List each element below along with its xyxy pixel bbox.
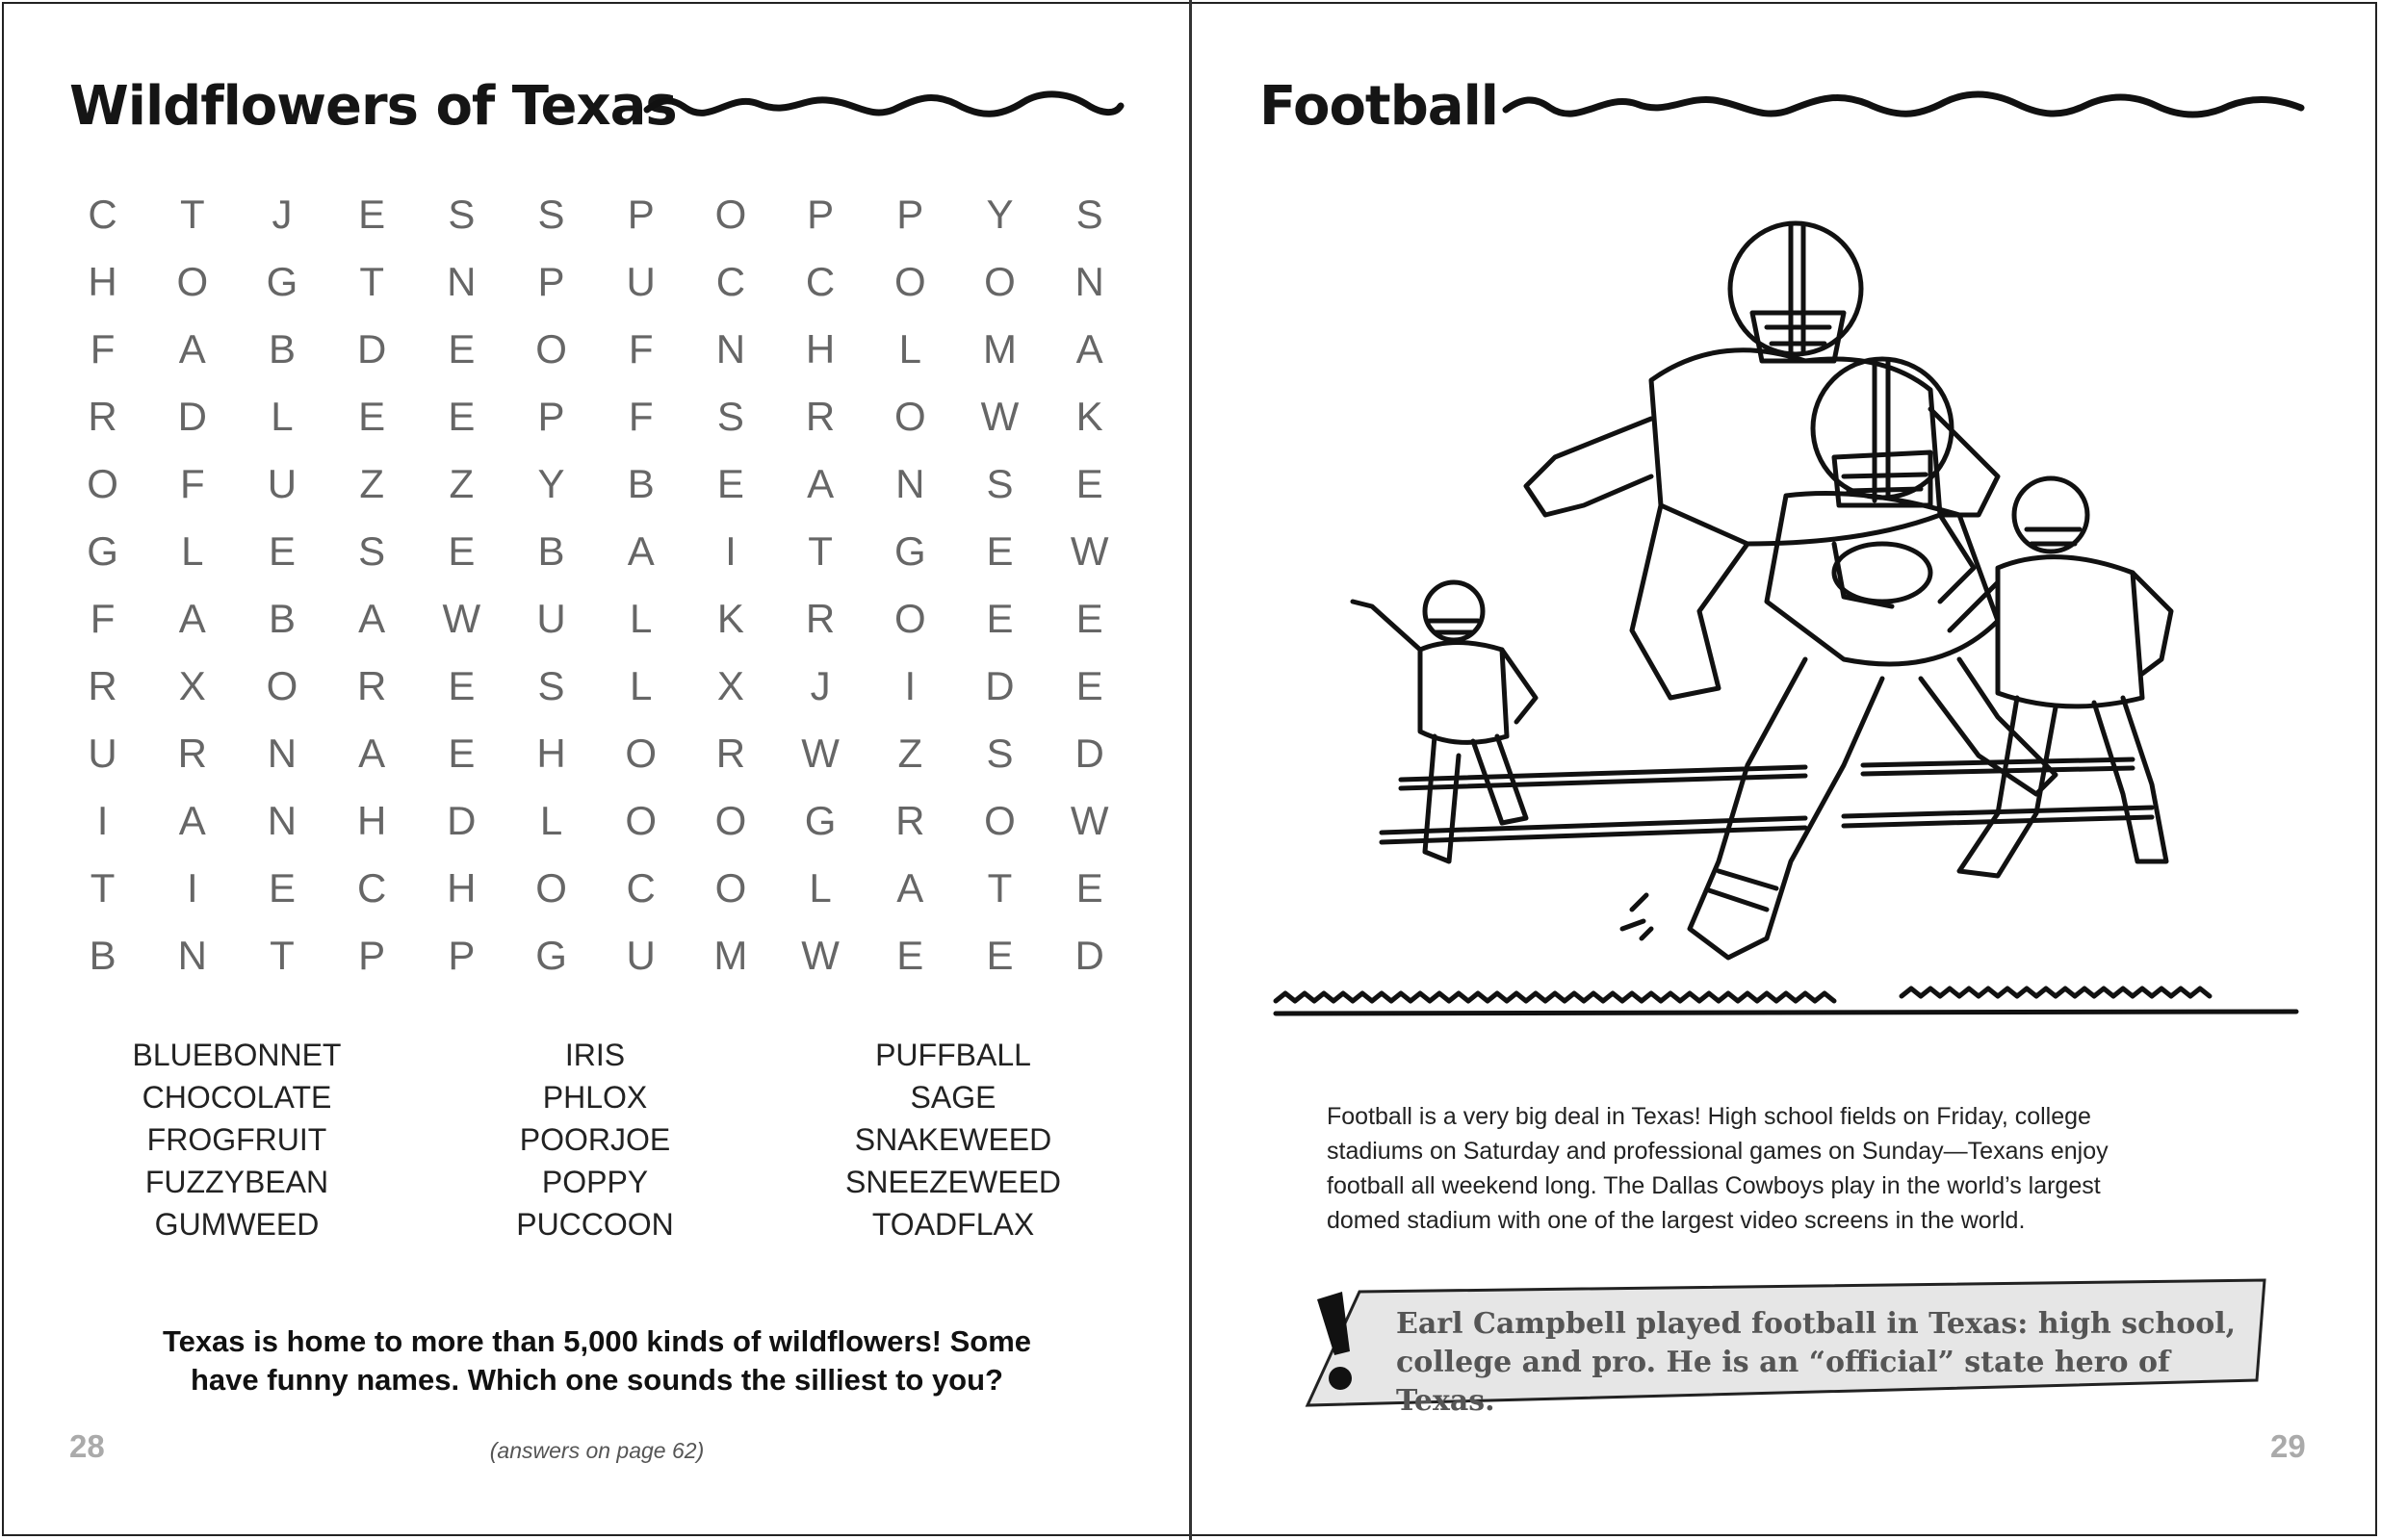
grid-letter: A: [896, 865, 924, 911]
squiggle-decoration: [1502, 89, 2311, 127]
grid-letter: O: [893, 596, 926, 641]
grid-letter: A: [1075, 326, 1103, 372]
word-list-column-2: [422, 1034, 768, 1245]
grid-letter: I: [904, 663, 917, 708]
grid-letter: H: [88, 259, 117, 304]
grid-letter: B: [268, 326, 296, 372]
grid-letter: S: [358, 528, 386, 574]
grid-letter: F: [628, 326, 654, 372]
grid-letter: O: [176, 259, 209, 304]
grid-letter: S: [448, 192, 476, 237]
grid-letter: S: [986, 461, 1014, 506]
grid-letter: T: [808, 528, 833, 574]
left-page-title: Wildflowers of Texas: [69, 75, 677, 138]
grid-letter: L: [539, 798, 563, 843]
word-list-item: SAGE: [910, 1080, 996, 1115]
squiggle-decoration: [643, 89, 1125, 127]
grid-letter: E: [986, 528, 1014, 574]
word-search-grid: [58, 181, 1136, 989]
grid-letter: H: [447, 865, 477, 911]
grid-letter: N: [895, 461, 925, 506]
grid-letter: I: [96, 798, 109, 843]
wildflower-question: [116, 1322, 1078, 1399]
grid-letter: W: [442, 596, 481, 641]
grid-letter: T: [987, 865, 1013, 911]
grid-letter: P: [807, 192, 835, 237]
grid-letter: G: [535, 933, 567, 978]
grid-letter: Z: [359, 461, 384, 506]
grid-letter: J: [272, 192, 293, 237]
grid-letter: U: [88, 731, 117, 776]
left-page-number: 28: [69, 1428, 105, 1464]
grid-letter: P: [537, 259, 565, 304]
word-list-item: POORJOE: [519, 1122, 671, 1157]
grid-letter: P: [358, 933, 386, 978]
word-list-item: CHOCOLATE: [142, 1080, 332, 1115]
grid-letter: A: [358, 731, 386, 776]
grid-letter: R: [177, 731, 207, 776]
word-list-item: FUZZYBEAN: [144, 1165, 329, 1199]
grid-letter: D: [985, 663, 1015, 708]
grid-letter: B: [268, 596, 296, 641]
grid-letter: U: [536, 596, 566, 641]
grid-letter: R: [895, 798, 925, 843]
grid-letter: U: [267, 461, 298, 506]
fact-line: Earl Campbell played football in Texas: high school,: [1396, 1307, 2237, 1341]
grid-letter: L: [630, 663, 653, 708]
page-divider: [1189, 0, 1192, 1540]
grid-letter: C: [626, 865, 656, 911]
grid-letter: R: [805, 596, 836, 641]
grid-letter: P: [896, 192, 924, 237]
word-list-item: PUFFBALL: [875, 1038, 1031, 1072]
grid-letter: K: [1075, 394, 1103, 439]
grid-letter: F: [179, 461, 205, 506]
grid-letter: N: [267, 731, 298, 776]
grid-letter: L: [630, 596, 653, 641]
grid-letter: O: [87, 461, 118, 506]
grid-letter: R: [356, 663, 387, 708]
grid-letter: T: [179, 192, 205, 237]
grid-letter: O: [714, 798, 747, 843]
question-line: have funny names. Which one sounds the silliest to you?: [190, 1363, 1003, 1397]
grid-letter: E: [268, 528, 296, 574]
grid-letter: I: [186, 865, 198, 911]
word-list-column-3: [780, 1034, 1126, 1245]
grid-letter: R: [715, 731, 746, 776]
grid-letter: R: [88, 394, 117, 439]
grid-letter: F: [628, 394, 654, 439]
grid-letter: W: [1070, 528, 1109, 574]
grid-letter: X: [716, 663, 744, 708]
grid-letter: E: [358, 192, 386, 237]
word-list-item: GUMWEED: [154, 1207, 320, 1242]
football-players-icon: [1266, 197, 2306, 1064]
grid-letter: B: [89, 933, 116, 978]
grid-letter: O: [984, 798, 1016, 843]
grid-letter: E: [1075, 663, 1103, 708]
football-paragraph: [1327, 1099, 2232, 1238]
grid-letter: G: [266, 259, 298, 304]
grid-letter: P: [448, 933, 476, 978]
grid-letter: R: [805, 394, 836, 439]
grid-letter: D: [1074, 933, 1104, 978]
grid-letter: O: [535, 326, 567, 372]
grid-letter: E: [358, 394, 386, 439]
paragraph-line: stadiums on Saturday and professional games on Sunday—Texans enjoy: [1327, 1138, 2109, 1165]
grid-letter: W: [980, 394, 1020, 439]
grid-letter: T: [359, 259, 384, 304]
grid-letter: N: [267, 798, 298, 843]
grid-letter: Y: [537, 461, 565, 506]
grid-letter: D: [1074, 731, 1104, 776]
grid-letter: I: [725, 528, 737, 574]
word-list-item: POPPY: [541, 1165, 649, 1199]
grid-letter: E: [268, 865, 296, 911]
grid-letter: N: [177, 933, 207, 978]
grid-letter: U: [626, 259, 656, 304]
grid-letter: E: [448, 528, 476, 574]
grid-letter: M: [713, 933, 748, 978]
grid-letter: U: [626, 933, 656, 978]
grid-letter: C: [805, 259, 836, 304]
grid-letter: H: [356, 798, 387, 843]
word-list-column-1: [64, 1034, 410, 1245]
grid-letter: O: [266, 663, 298, 708]
grid-letter: E: [448, 731, 476, 776]
grid-letter: K: [716, 596, 744, 641]
grid-letter: L: [898, 326, 921, 372]
grid-letter: Y: [986, 192, 1014, 237]
grid-letter: O: [893, 259, 926, 304]
grid-letter: S: [716, 394, 744, 439]
grid-letter: F: [90, 596, 116, 641]
grid-letter: J: [810, 663, 831, 708]
grid-letter: Z: [449, 461, 475, 506]
paragraph-line: domed stadium with one of the largest video screens in the world.: [1327, 1207, 2026, 1234]
grid-letter: O: [893, 394, 926, 439]
grid-letter: E: [448, 663, 476, 708]
grid-letter: E: [986, 933, 1014, 978]
grid-letter: E: [448, 394, 476, 439]
grid-letter: O: [625, 731, 658, 776]
grid-letter: S: [1075, 192, 1103, 237]
grid-letter: E: [1075, 596, 1103, 641]
grid-letter: Z: [897, 731, 923, 776]
grid-letter: E: [716, 461, 744, 506]
fact-line: college and pro. He is an “official” state hero of Texas.: [1396, 1346, 2170, 1418]
grid-letter: A: [627, 528, 655, 574]
grid-letter: B: [537, 528, 565, 574]
fact-text: [1396, 1305, 2243, 1421]
grid-letter: C: [88, 192, 117, 237]
grid-letter: E: [1075, 865, 1103, 911]
grid-letter: A: [358, 596, 386, 641]
grid-letter: E: [448, 326, 476, 372]
grid-letter: L: [809, 865, 832, 911]
grid-letter: W: [801, 933, 840, 978]
grid-letter: M: [982, 326, 1017, 372]
grid-letter: A: [178, 596, 206, 641]
word-list-item: PUCCOON: [516, 1207, 674, 1242]
grid-letter: S: [537, 192, 565, 237]
grid-letter: D: [447, 798, 477, 843]
grid-letter: E: [986, 596, 1014, 641]
grid-letter: G: [804, 798, 837, 843]
grid-letter: D: [356, 326, 387, 372]
right-page-number: 29: [2270, 1428, 2306, 1464]
word-list-item: IRIS: [564, 1038, 626, 1072]
grid-letter: S: [537, 663, 565, 708]
grid-letter: T: [270, 933, 295, 978]
grid-letter: E: [1075, 461, 1103, 506]
question-line: Texas is home to more than 5,000 kinds of wildflowers! Some: [162, 1324, 1032, 1358]
grid-letter: G: [893, 528, 926, 574]
grid-letter: L: [271, 394, 294, 439]
grid-letter: L: [181, 528, 204, 574]
right-page-title: Football: [1259, 75, 1498, 138]
grid-letter: N: [1074, 259, 1104, 304]
word-list-item: PHLOX: [542, 1080, 648, 1115]
word-list-item: SNEEZEWEED: [844, 1165, 1062, 1199]
grid-letter: H: [536, 731, 566, 776]
grid-letter: D: [177, 394, 207, 439]
grid-letter: C: [356, 865, 387, 911]
grid-letter: A: [178, 798, 206, 843]
grid-letter: G: [87, 528, 118, 574]
grid-letter: O: [625, 798, 658, 843]
grid-letter: O: [714, 192, 747, 237]
word-list-item: SNAKEWEED: [854, 1122, 1052, 1157]
grid-letter: E: [896, 933, 924, 978]
grid-letter: O: [714, 865, 747, 911]
word-list-item: BLUEBONNET: [132, 1038, 342, 1072]
grid-letter: S: [986, 731, 1014, 776]
word-list-item: TOADFLAX: [871, 1207, 1035, 1242]
grid-letter: P: [627, 192, 655, 237]
grid-letter: A: [807, 461, 835, 506]
grid-letter: O: [535, 865, 567, 911]
grid-letter: F: [90, 326, 116, 372]
grid-letter: W: [1070, 798, 1109, 843]
grid-letter: W: [801, 731, 840, 776]
grid-letter: T: [90, 865, 116, 911]
grid-letter: X: [178, 663, 206, 708]
paragraph-line: football all weekend long. The Dallas Cowboys play in the world’s largest: [1327, 1172, 2101, 1199]
paragraph-line: Football is a very big deal in Texas! High school fields on Friday, college: [1327, 1103, 2091, 1130]
grid-letter: P: [537, 394, 565, 439]
word-list-item: FROGFRUIT: [146, 1122, 327, 1157]
grid-letter: B: [627, 461, 655, 506]
grid-letter: A: [178, 326, 206, 372]
grid-letter: N: [715, 326, 746, 372]
grid-letter: C: [715, 259, 746, 304]
grid-letter: O: [984, 259, 1016, 304]
grid-letter: N: [447, 259, 477, 304]
grid-letter: H: [805, 326, 836, 372]
answers-note: (answers on page 62): [489, 1438, 705, 1463]
grid-letter: R: [88, 663, 117, 708]
